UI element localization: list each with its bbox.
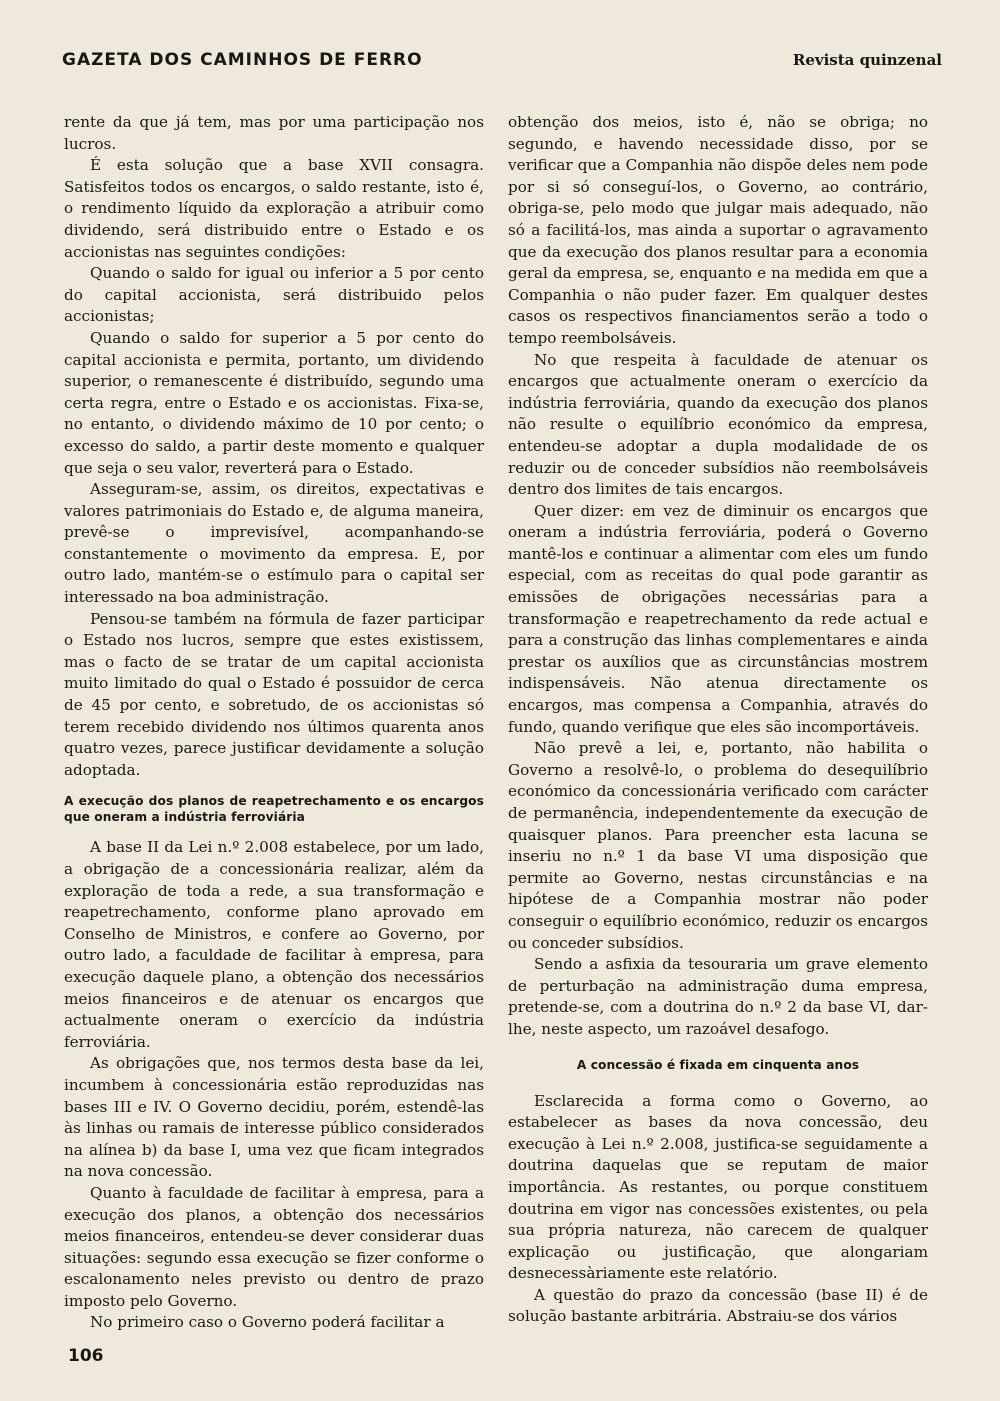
running-header bbox=[62, 50, 942, 74]
paragraph: Não prevê a lei, e, portanto, não habilita o Governo a resolvê-lo, o problema do desequilíbrio económico da concessionária verificado com carácter de permanência, independentemente da execução de quaisquer planos. Para preencher esta lacuna se inseriu no n.º 1 da base VI uma disposição que permite ao Governo, nestas circunstâncias e na hipótese de a Companhia mostrar não poder conseguir o equilíbrio económico, reduzir os encargos ou conceder subsídios. bbox=[508, 739, 928, 952]
paragraph: Esclarecida a forma como o Governo, ao estabelecer as bases da nova concessão, deu execução à Lei n.º 2.008, justifica-se seguidamente a doutrina daquelas que se reputam de maior importância. As restantes, ou porque constituem doutrina em vigor nas concessões existentes, ou pela sua própria natureza, não carecem de qualquer explicação ou justificação, que alongariam desnecessàriamente este relatório. bbox=[508, 1091, 928, 1283]
page-number: 106 bbox=[68, 1346, 104, 1366]
left-column bbox=[64, 112, 484, 1334]
paragraph: A base II da Lei n.º 2.008 estabelece, por um lado, a obrigação de a concessionária realizar, além da exploração de toda a rede, a sua transformação e reapetrechamento, conforme plano aprovado em Conselho de Ministros, e confere ao Governo, por outro lado, a faculdade de facilitar à empresa, para execução daquele plano, a obtenção dos necessários meios financeiros e de atenuar os encargos que actualmente oneram o exercício da indústria ferroviária. bbox=[64, 838, 484, 1051]
paragraph: rente da que já tem, mas por uma participação nos lucros. bbox=[64, 113, 484, 153]
section-heading: A concessão é fixada em cinquenta anos bbox=[576, 1057, 860, 1072]
section-heading: A execução dos planos de reapetrechamento e os encargos que oneram a indústria ferroviária bbox=[64, 794, 484, 825]
paragraph: Quando o saldo for superior a 5 por cento do capital accionista e permita, portanto, um dividendo superior, o remanescente é distribuído, segundo uma certa regra, entre o Estado e os accionistas. Fixa-se, no entanto, o dividendo máximo de 10 por cento; o excesso do saldo, a partir deste momento e qualquer que seja o seu valor, reverterá para o Estado. bbox=[64, 328, 484, 477]
paragraph: Quanto à faculdade de facilitar à empresa, para a execução dos planos, a obtenção dos necessários meios financeiros, entendeu-se dever considerar duas situações: segundo essa execução se fizer conforme o escalonamento neles previsto ou dentro de prazo imposto pelo Governo. bbox=[64, 1183, 484, 1310]
paragraph: A questão do prazo da concessão (base II) é de solução bastante arbitrária. Abstraiu-se dos vários bbox=[508, 1285, 928, 1326]
paragraph: Asseguram-se, assim, os direitos, expectativas e valores patrimoniais do Estado e, de alguma maneira, prevê-se o imprevisível, acompanhando-se constantemente o movimento da empresa. E, por outro lado, mantém-se o estímulo para o capital ser interessado na boa administração. bbox=[64, 480, 484, 607]
paragraph: Pensou-se também na fórmula de fazer participar o Estado nos lucros, sempre que estes existissem, mas o facto de se tratar de um capital accionista muito limitado do qual o Estado é possuidor de cerca de 45 por cento, e sobretudo, de os accionistas só terem recebido dividendo nos últimos quarenta anos quatro vezes, parece justificar devidamente a solução adoptada. bbox=[64, 609, 484, 779]
paragraph: No que respeita à faculdade de atenuar os encargos que actualmente oneram o exercício da indústria ferroviária, quando da execução dos planos não resulte o equilíbrio económico da empresa, entendeu-se adoptar a dupla modalidade de os reduzir ou de conceder subsídios não reembolsáveis dentro dos limites de tais encargos. bbox=[508, 350, 928, 499]
paragraph: É esta solução que a base XVII consagra. Satisfeitos todos os encargos, o saldo restante, isto é, o rendimento líquido da exploração a atribuir como dividendo, será distribuido entre o Estado e os accionistas nas seguintes condições: bbox=[64, 156, 484, 261]
paragraph: Quer dizer: em vez de diminuir os encargos que oneram a indústria ferroviária, poderá o Governo mantê-los e continuar a alimentar com eles um fundo especial, com as receitas do qual pode garantir as emissões de obrigações necessárias para a transformação e reapetrechamento da rede actual e para a construção das linhas complementares e ainda prestar os auxílios que as circunstâncias mostrem indispensáveis. Não atenua directamente os encargos, mas compensa a Companhia, através do fundo, quando verifique que eles são incomportáveis. bbox=[508, 501, 928, 736]
paragraph: Quando o saldo for igual ou inferior a 5 por cento do capital accionista, será distribuido pelos accionistas; bbox=[64, 264, 484, 326]
right-column bbox=[508, 112, 928, 1328]
journal-title: GAZETA DOS CAMINHOS DE FERRO bbox=[62, 50, 423, 70]
paragraph: Sendo a asfixia da tesouraria um grave elemento de perturbação na administração duma empresa, pretende-se, com a doutrina do n.º 2 da base VI, dar-lhe, neste aspecto, um razoável desafogo. bbox=[508, 955, 928, 1038]
journal-subtitle: Revista quinzenal bbox=[792, 51, 942, 69]
paragraph: As obrigações que, nos termos desta base da lei, incumbem à concessionária estão reproduzidas nas bases III e IV. O Governo decidiu, porém, estendê-las às linhas ou ramais de interesse público considerados na alínea b) da base I, uma vez que ficam integrados na nova concessão. bbox=[64, 1054, 484, 1181]
paragraph: No primeiro caso o Governo poderá facilitar a bbox=[90, 1313, 445, 1332]
paragraph: obtenção dos meios, isto é, não se obriga; no segundo, e havendo necessidade disso, por se verificar que a Companhia não dispõe deles nem pode por si só conseguí-los, o Governo, ao contrário, obriga-se, pelo modo que julgar mais adequado, não só a facilitá-los, mas ainda a suportar o agravamento que da execução dos planos resultar para a economia geral da empresa, se, enquanto e na medida em que a Companhia o não puder fazer. Em qualquer destes casos os respectivos financiamentos serão a todo o tempo reembolsáveis. bbox=[508, 113, 928, 347]
